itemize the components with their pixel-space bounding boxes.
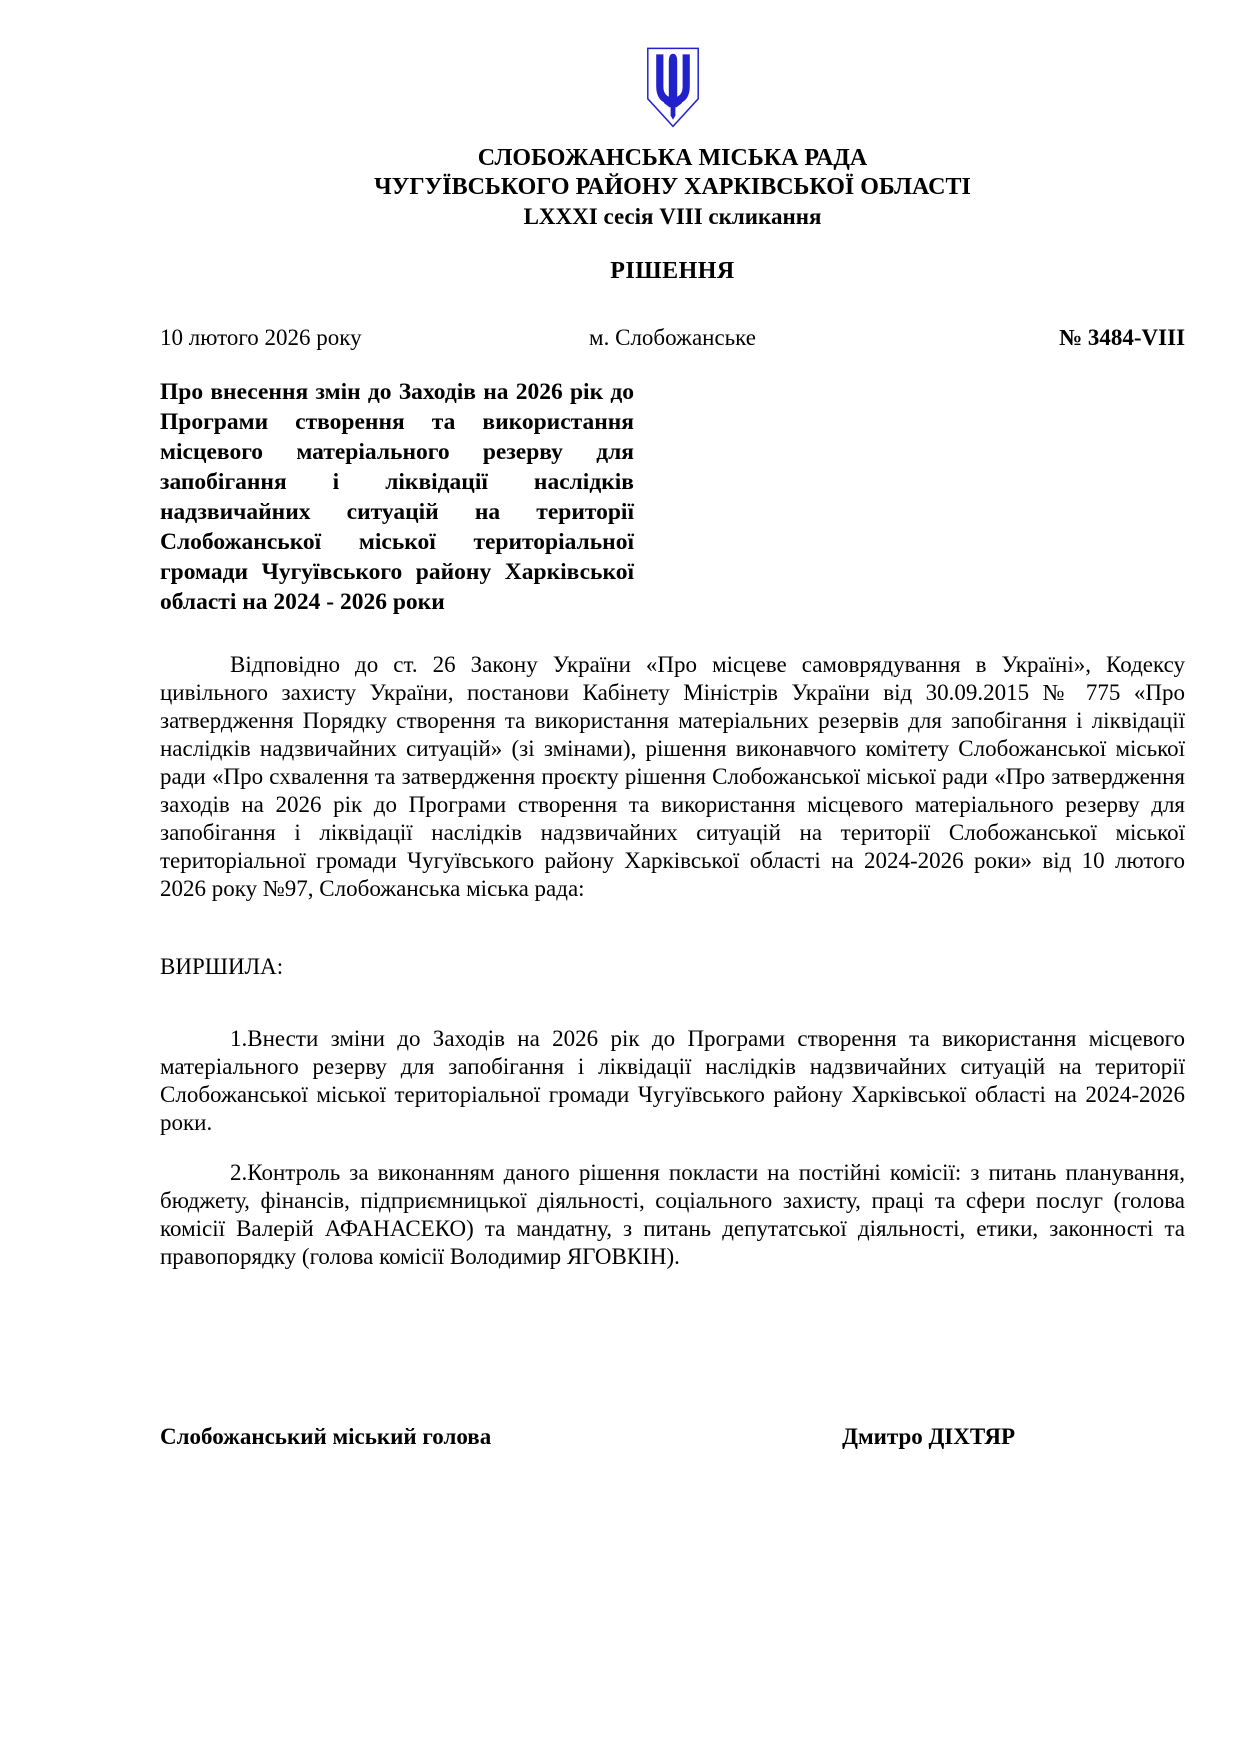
org-district-line: ЧУГУЇВСЬКОГО РАЙОНУ ХАРКІВСЬКОЇ ОБЛАСТІ	[374, 174, 971, 200]
signatory-title: Слобожанський міський голова	[160, 1424, 492, 1449]
resolution-item-2: 2.Контроль за виконанням даного рішення покласти на постійні комісії: з питань планування, бюджету, фінансів, підприємницької діяльності, соціального захисту, праці та сфери послуг (голова комісії Валерій АФАНАСЕКО) та мандатну, з питань депутатської діяльності, етики, законності та правопорядку (голова комісії Володимир ЯГОВКІН).	[160, 1160, 1185, 1269]
ukraine-trident-icon	[642, 117, 704, 134]
subject-block: Про внесення змін до Заходів на 2026 рік до Програми створення та використання місцевого матеріального резерву для запобігання і ліквідації наслідків надзвичайних ситуацій на території Слобожанської міської територіальної громади Чугуївського району Харківської області на 2024 - 2026 роки	[160, 379, 634, 615]
decision-document-page	[160, 0, 1185, 1754]
org-name-line: СЛОБОЖАНСЬКА МІСЬКА РАДА	[477, 145, 868, 171]
resolution-item-1: 1.Внести зміни до Заходів на 2026 рік до Програми створення та використання місцевого матеріального резерву для запобігання і ліквідації наслідків надзвичайних ситуацій на території Слобожанської міської територіальної громади Чугуївського району Харківської області на 2024-2026 роки.	[160, 1026, 1185, 1135]
document-type-title: РІШЕННЯ	[610, 258, 735, 284]
document-number: № 3484-VIII	[1059, 325, 1186, 350]
session-line: LXXXI сесія VIII скликання	[523, 204, 822, 229]
signature-row	[160, 1424, 1185, 1450]
preamble-paragraph: Відповідно до ст. 26 Закону України «Про місцеве самоврядування в Україні», Кодексу цивільного захисту України, постанови Кабінету Міністрів України від 30.09.2015 № 775 «Про затвердження Порядку створення та використання матеріальних резервів для запобігання і ліквідації наслідків надзвичайних ситуацій» (зі змінами), рішення виконавчого комітету Слобожанської міської ради «Про схвалення та затвердження проєкту рішення Слобожанської міської ради «Про затвердження заходів на 2026 рік до Програми створення та використання місцевого матеріального резерву для запобігання і ліквідації наслідків надзвичайних ситуацій на території Слобожанської міської територіальної громади Чугуївського району Харківської області на 2024-2026 роки» від 10 лютого 2026 року №97, Слобожанська міська рада:	[160, 652, 1185, 901]
meta-row	[160, 325, 1185, 351]
resolved-heading: ВИРШИЛА:	[160, 954, 284, 979]
document-place: м. Слобожанське	[589, 325, 756, 350]
document-date: 10 лютого 2026 року	[160, 325, 362, 350]
emblem-container	[160, 0, 1185, 135]
signatory-name: Дмитро ДІХТЯР	[842, 1424, 1015, 1449]
